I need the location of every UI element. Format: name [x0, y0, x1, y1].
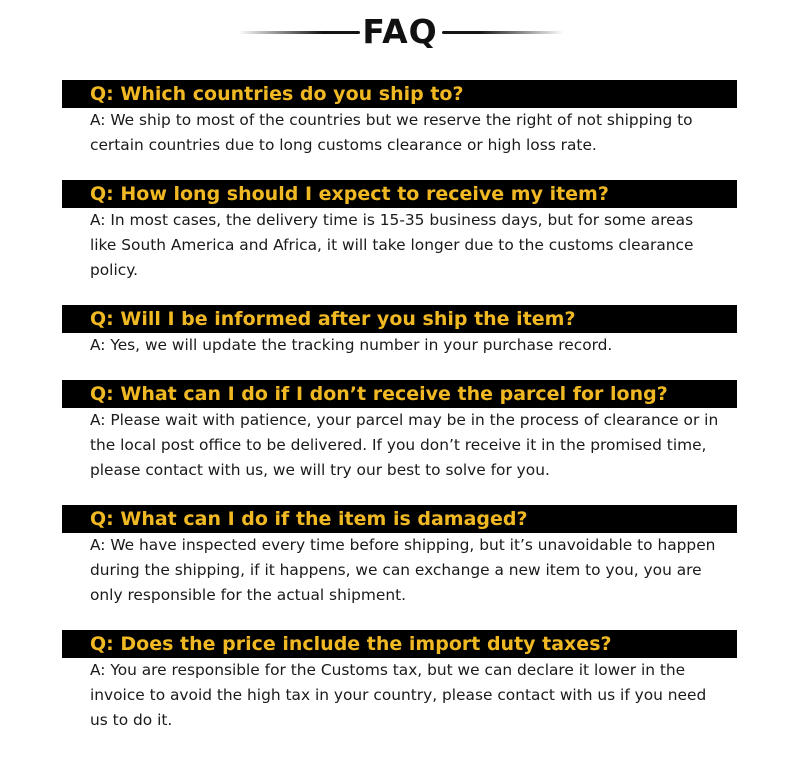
faq-item: [62, 630, 737, 733]
faq-item: [62, 80, 737, 158]
faq-item: [62, 380, 737, 483]
faq-question: Q: Will I be informed after you ship the item?: [62, 305, 737, 333]
faq-item: [62, 505, 737, 608]
faq-question: Q: What can I do if the item is damaged?: [62, 505, 737, 533]
faq-answer: A: Yes, we will update the tracking number in your purchase record.: [90, 336, 613, 354]
faq-item: [62, 180, 737, 283]
faq-answer: A: You are responsible for the Customs tax, but we can declare it lower in the invoice to avoid the high tax in your country, please contact with us if you need us to do it.: [90, 661, 707, 729]
faq-question: Q: What can I do if I don’t receive the parcel for long?: [62, 380, 737, 408]
faq-answer: A: We have inspected every time before shipping, but it’s unavoidable to happen during the shipping, if it happens, we can exchange a new item to you, you are only responsible for the actual shipment.: [90, 536, 716, 604]
header-divider-right: [442, 31, 564, 34]
faq-question: Q: How long should I expect to receive my item?: [62, 180, 737, 208]
faq-answer: A: We ship to most of the countries but we reserve the right of not shipping to certain countries due to long customs clearance or high loss rate.: [90, 111, 693, 154]
faq-item: [62, 305, 737, 358]
faq-question: Q: Does the price include the import duty taxes?: [62, 630, 737, 658]
faq-header: [0, 8, 800, 56]
faq-answer: A: In most cases, the delivery time is 15-35 business days, but for some areas like South America and Africa, it will take longer due to the customs clearance policy.: [90, 211, 694, 279]
faq-answer: A: Please wait with patience, your parcel may be in the process of clearance or in the local post office to be delivered. If you don’t receive it in the promised time, please contact with us, we will try our best to solve for you.: [90, 411, 719, 479]
faq-question: Q: Which countries do you ship to?: [62, 80, 737, 108]
page-title: FAQ: [362, 12, 438, 51]
